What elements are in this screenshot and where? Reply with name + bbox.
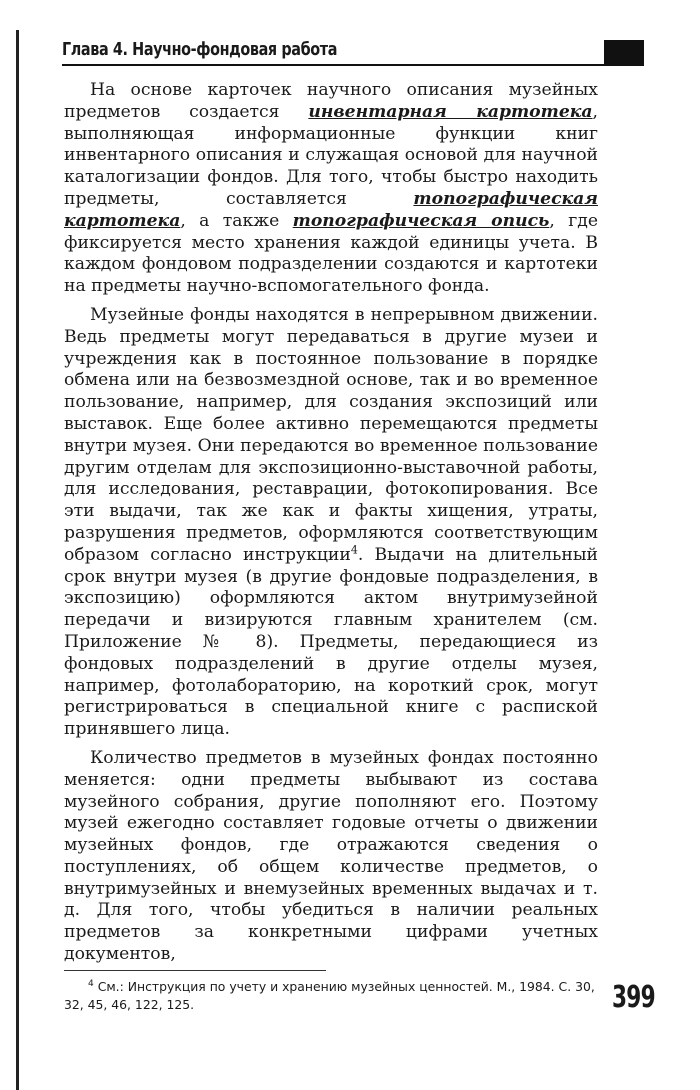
paragraph-2 (64, 305, 598, 741)
page-number: 399 (612, 980, 655, 1015)
paragraph-1-text: , где фиксируется место хранения каждой единицы учета. В каждом фондовом подразделении создаются и картотеки на предметы научно-вспомогательного фонда. (64, 210, 598, 297)
paragraph-1-text: На основе карточек научного описания музейных предметов создается (64, 80, 598, 122)
header-black-block (604, 40, 644, 64)
paragraph-1 (64, 80, 598, 298)
footnote-divider (64, 970, 326, 971)
paragraph-1-text: , выполняющая информационные функции книг инвентарного описания и служащая основой для научной каталогизации фондов. Для того, чтобы быстро находить предметы, составляется (64, 101, 598, 209)
paragraph-1-text: , а также (180, 210, 293, 231)
main-text (64, 80, 598, 973)
term-topographic-card-index: топографическая картотека (64, 188, 598, 231)
paragraph-2-text: . Выдачи на длительный срок внутри музея (в другие фондовые подразделения, в экспозицию) оформляются актом внутримузейной передачи и визируются главным хранителем (см. Приложение № 8). Предметы, передающиеся из фондовых подразделений в другие отделы музея, например, фотолабораторию, на короткий срок, могут регистрироваться в специальной книге с распиской принявшего лица. (64, 544, 598, 740)
paragraph-2-text: Музейные фонды находятся в непрерывном движении. Ведь предметы могут передаваться в другие музеи и учреждения как в постоянное пользование в порядке обмена или на безвозмездной основе, так и во временное пользование, например, для создания экспозиций или выставок. Еще более активно перемещаются предметы внутри музея. Они передаются во временное пользование другим отделам для экспозиционно-выставочной работы, для исследования, реставрации, фотокопирования. Все эти выдачи, так же как и факты хищения, утраты, разрушения предметов, оформляются соответствующим образом согласно инструкции (64, 304, 598, 565)
chapter-title: Глава 4. Научно-фондовая работа (62, 39, 338, 60)
term-topographic-inventory: топографическая опись (292, 210, 550, 231)
paragraph-3 (64, 748, 598, 966)
page-edge-rule (16, 30, 19, 1090)
footnote (64, 978, 598, 1014)
paragraph-3-text: Количество предметов в музейных фондах постоянно меняется: одни предметы выбывают из состава музейного собрания, другие пополняют его. Поэтому музей ежегодно составляет годовые отчеты о движении музейных фондов, где отражаются сведения о поступлениях, об общем количестве предметов, о внутримузейных и внемузейных временных выдачах и т. д. Для того, чтобы убедиться в наличии реальных предметов за конкретными цифрами учетных документов, (64, 747, 598, 965)
running-header (62, 38, 644, 66)
term-inventory-card-index: инвентарная картотека (308, 101, 593, 122)
footnote-text: См.: Инструкция по учету и хранению музейных ценностей. М., 1984. С. 30, 32, 45, 46, 122, 125. (64, 979, 595, 1012)
footnote-number: 4 (88, 978, 94, 989)
footnote-reference[interactable]: 4 (350, 543, 358, 556)
